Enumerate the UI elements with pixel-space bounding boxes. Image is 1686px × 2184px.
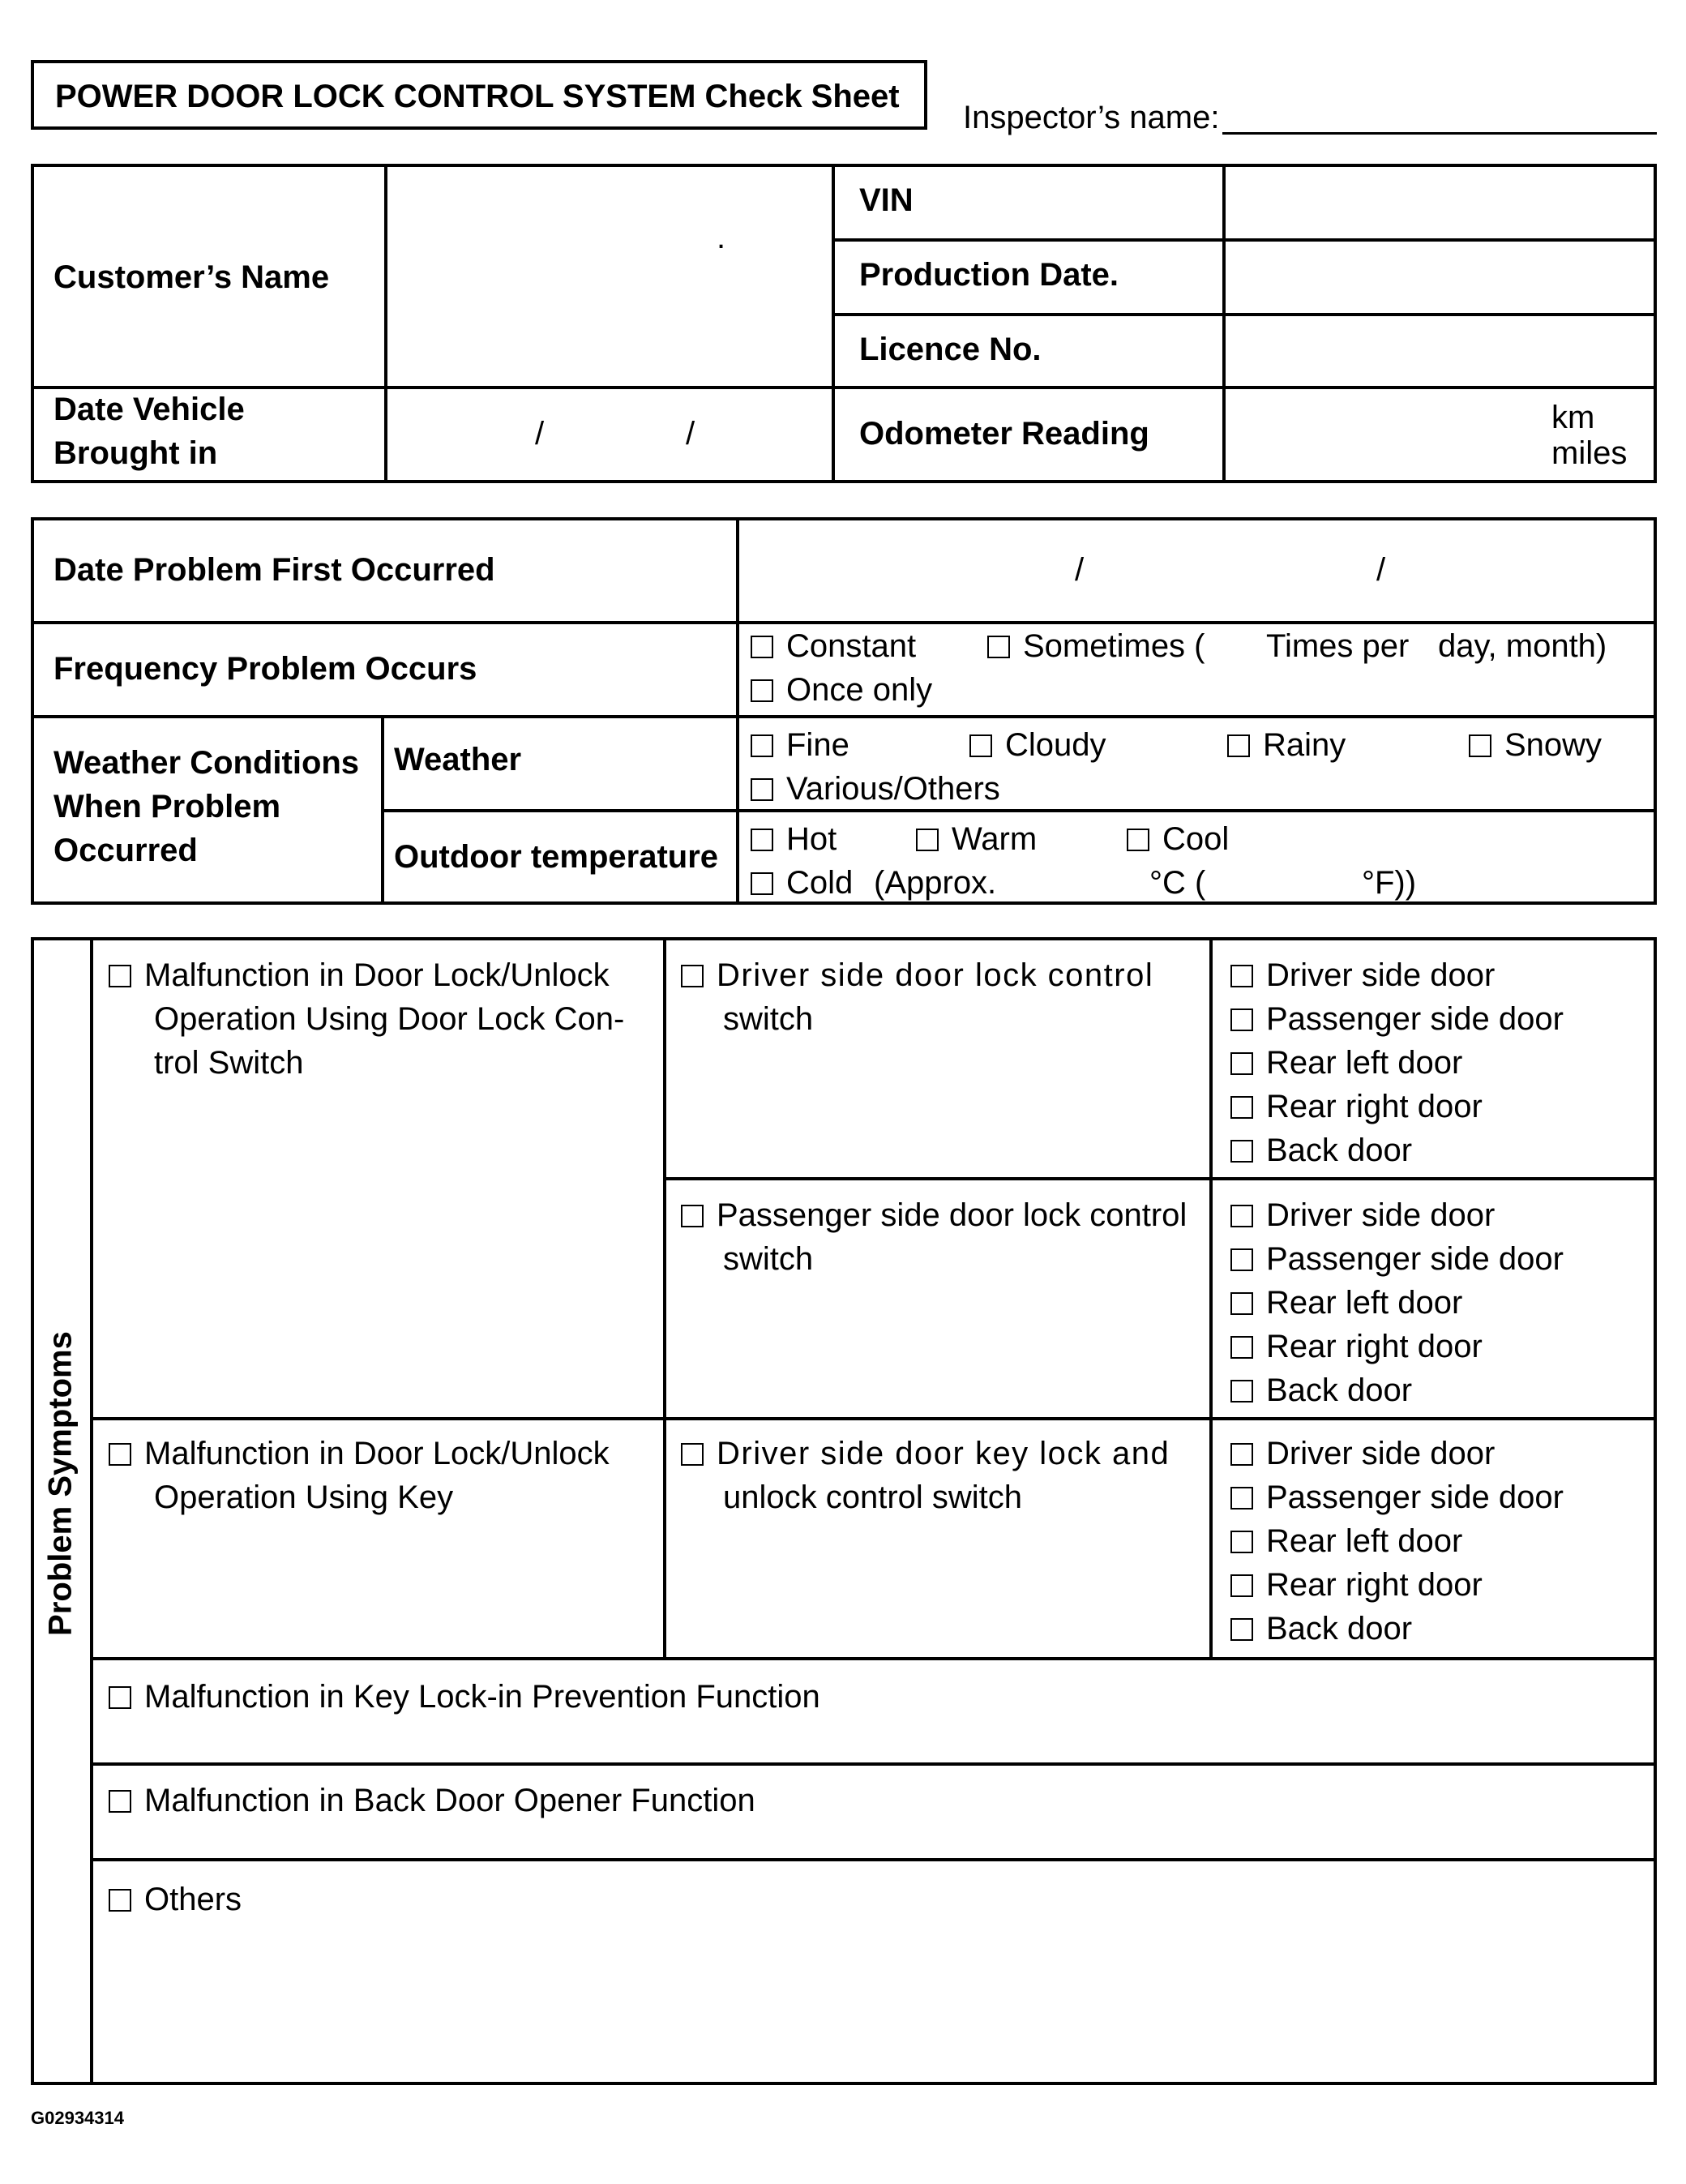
checkbox[interactable] (1127, 829, 1149, 851)
checkbox[interactable] (1230, 1531, 1253, 1553)
problem-symptoms-label: Problem Symptoms (42, 1331, 79, 1636)
checkbox[interactable] (109, 1889, 131, 1912)
door-rear-left[interactable]: Rear left door (1230, 1519, 1462, 1563)
divider (663, 937, 666, 1659)
divider (90, 1657, 1657, 1660)
option-snowy[interactable]: Snowy (1469, 723, 1602, 767)
times-per-label: Times per (1266, 628, 1410, 664)
checkbox[interactable] (1230, 1248, 1253, 1271)
outdoor-temperature-label: Outdoor temperature (394, 839, 719, 875)
vin-field[interactable] (1226, 167, 1654, 238)
weather-conditions-label-2: When Problem (53, 789, 281, 824)
divider (90, 1417, 1657, 1420)
checkbox[interactable] (1230, 1140, 1253, 1163)
frequency-label: Frequency Problem Occurs (53, 651, 477, 687)
checkbox[interactable] (1230, 1618, 1253, 1641)
date-brought-label-2: Brought in (53, 435, 218, 471)
date-first-occurred-label: Date Problem First Occurred (53, 552, 495, 588)
divider (90, 937, 93, 2085)
checkbox[interactable] (1230, 1574, 1253, 1597)
divider (90, 1858, 1657, 1861)
divider (832, 164, 835, 483)
door-rear-left[interactable]: Rear left door (1230, 1281, 1462, 1325)
option-once-only[interactable]: Once only (751, 668, 932, 712)
checkbox[interactable] (1230, 1292, 1253, 1315)
option-hot[interactable]: Hot (751, 817, 837, 861)
option-cool[interactable]: Cool (1127, 817, 1229, 861)
deg-c-label: °C ( (1149, 865, 1206, 901)
checkbox[interactable] (751, 734, 773, 757)
option-fine[interactable]: Fine (751, 723, 849, 767)
door-driver[interactable]: Driver side door (1230, 953, 1495, 997)
vin-label: VIN (859, 182, 914, 218)
weather-conditions-label: Weather Conditions (53, 745, 360, 781)
checkbox[interactable] (751, 636, 773, 658)
option-passenger-switch[interactable]: Passenger side door lock control (681, 1193, 1187, 1237)
customer-name-label: Customer’s Name (53, 259, 330, 295)
checkbox[interactable] (1230, 1443, 1253, 1466)
checkbox[interactable] (1230, 1380, 1253, 1402)
option-key-malfunction[interactable]: Malfunction in Door Lock/Unlock (109, 1432, 610, 1475)
unit-km: km (1551, 400, 1595, 435)
checkbox[interactable] (751, 872, 773, 895)
key-switch-line-2: unlock control switch (723, 1480, 1023, 1515)
door-back[interactable]: Back door (1230, 1368, 1412, 1412)
switch-malfunction-line-2: Operation Using Door Lock Con- (154, 1001, 625, 1037)
checkbox[interactable] (109, 1443, 131, 1466)
deg-f-label: °F)) (1362, 865, 1417, 901)
odometer-label: Odometer Reading (859, 416, 1149, 452)
approx-label: (Approx. (874, 865, 997, 901)
option-rainy[interactable]: Rainy (1227, 723, 1346, 767)
option-cold[interactable]: Cold (751, 861, 853, 905)
door-rear-right[interactable]: Rear right door (1230, 1085, 1483, 1128)
checkbox[interactable] (1230, 1096, 1253, 1119)
option-various-others[interactable]: Various/Others (751, 767, 1000, 811)
checkbox[interactable] (1230, 1008, 1253, 1031)
production-date-field[interactable] (1226, 242, 1654, 313)
option-sometimes[interactable]: Sometimes ( (987, 624, 1205, 668)
option-cloudy[interactable]: Cloudy (969, 723, 1106, 767)
option-key-switch[interactable]: Driver side door key lock and (681, 1432, 1170, 1475)
checkbox[interactable] (1227, 734, 1250, 757)
checkbox[interactable] (681, 1443, 704, 1466)
option-switch-malfunction[interactable]: Malfunction in Door Lock/Unlock (109, 953, 610, 997)
passenger-switch-line-2: switch (723, 1241, 814, 1277)
door-driver[interactable]: Driver side door (1230, 1432, 1495, 1475)
option-driver-switch[interactable]: Driver side door lock control (681, 953, 1153, 997)
production-date-label: Production Date. (859, 257, 1119, 293)
licence-label: Licence No. (859, 332, 1042, 367)
checkbox[interactable] (751, 778, 773, 801)
divider (663, 1177, 1657, 1180)
divider (31, 715, 1657, 718)
key-malfunction-line-2: Operation Using Key (154, 1480, 454, 1515)
door-rear-right[interactable]: Rear right door (1230, 1563, 1483, 1607)
figure-code: G02934314 (31, 2108, 124, 2128)
weather-conditions-label-3: Occurred (53, 833, 198, 868)
option-key-lockin-prevention[interactable]: Malfunction in Key Lock-in Prevention Function (109, 1675, 820, 1719)
date-first-separator: / (1376, 552, 1386, 588)
checkbox[interactable] (751, 679, 773, 702)
door-passenger[interactable]: Passenger side door (1230, 1237, 1564, 1281)
date-brought-separator: / (686, 416, 695, 452)
divider (1209, 937, 1213, 1659)
checkbox[interactable] (109, 1790, 131, 1813)
checkbox[interactable] (1230, 1052, 1253, 1075)
checkbox[interactable] (916, 829, 939, 851)
option-back-door-opener[interactable]: Malfunction in Back Door Opener Function (109, 1779, 755, 1822)
date-brought-label: Date Vehicle (53, 392, 245, 427)
divider (736, 517, 739, 905)
door-rear-left[interactable]: Rear left door (1230, 1041, 1462, 1085)
checkbox[interactable] (109, 1686, 131, 1709)
inspector-label: Inspector’s name: (963, 100, 1220, 135)
day-month-label: day, month) (1438, 628, 1607, 664)
checkbox[interactable] (681, 965, 704, 987)
door-rear-right[interactable]: Rear right door (1230, 1325, 1483, 1368)
option-warm[interactable]: Warm (916, 817, 1037, 861)
inspector-name-line[interactable] (1222, 132, 1657, 135)
checkbox[interactable] (1230, 1487, 1253, 1510)
licence-field[interactable] (1226, 316, 1654, 386)
door-back[interactable]: Back door (1230, 1128, 1412, 1172)
odometer-field[interactable] (1226, 389, 1526, 480)
door-back[interactable]: Back door (1230, 1607, 1412, 1651)
sheet-title: POWER DOOR LOCK CONTROL SYSTEM Check Sheet (55, 79, 900, 114)
checkbox[interactable] (1469, 734, 1491, 757)
date-brought-separator: / (535, 416, 545, 452)
checkbox[interactable] (969, 734, 992, 757)
switch-malfunction-line-3: trol Switch (154, 1045, 304, 1081)
checkbox[interactable] (681, 1205, 704, 1227)
divider (384, 164, 387, 483)
door-passenger[interactable]: Passenger side door (1230, 997, 1564, 1041)
checkbox[interactable] (109, 965, 131, 987)
driver-switch-line-2: switch (723, 1001, 814, 1037)
option-others[interactable]: Others (109, 1878, 242, 1921)
weather-label: Weather (394, 742, 522, 777)
customer-name-field[interactable]: . (717, 220, 726, 255)
checkbox[interactable] (751, 829, 773, 851)
checkbox[interactable] (1230, 1205, 1253, 1227)
divider (381, 809, 1657, 812)
checkbox[interactable] (1230, 1336, 1253, 1359)
option-constant[interactable]: Constant (751, 624, 916, 668)
divider (90, 1762, 1657, 1766)
checkbox[interactable] (987, 636, 1010, 658)
door-driver[interactable]: Driver side door (1230, 1193, 1495, 1237)
checkbox[interactable] (1230, 965, 1253, 987)
date-first-separator: / (1075, 552, 1085, 588)
door-passenger[interactable]: Passenger side door (1230, 1475, 1564, 1519)
unit-miles: miles (1551, 435, 1628, 471)
